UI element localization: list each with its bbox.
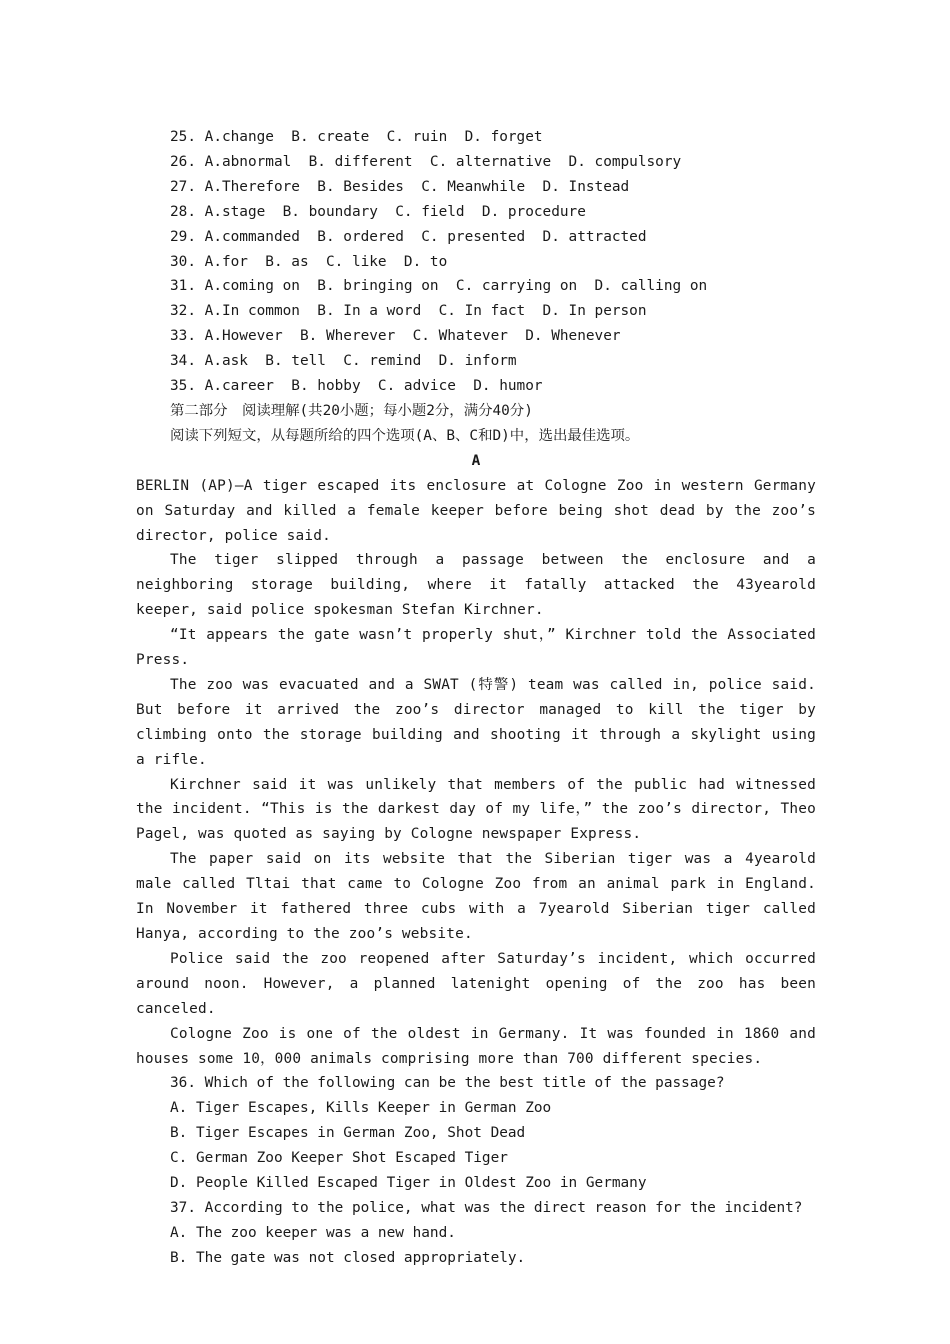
passage-paragraph: “It appears the gate wasn’t properly shut，” Kirchner told the Associated Press. [136, 627, 816, 669]
cloze-option-line: 28. A.stage B. boundary C. field D. procedure [170, 203, 586, 220]
answer-option: B. The gate was not closed appropriately. [170, 1249, 526, 1266]
question-stem: 37. According to the police, what was the direct reason for the incident? [170, 1199, 803, 1216]
section-heading: 第二部分 阅读理解(共20小题；每小题2分，满分40分) [170, 402, 533, 419]
passage-paragraph: The tiger slipped through a passage between the enclosure and a neighboring storage building, where it fatally attacked the 43yearold keeper, said police spokesman Stefan Kirchner. [136, 552, 816, 619]
passage-paragraph: The zoo was evacuated and a SWAT (特警) team was called in, police said. But before it arrived the zoo’s director managed to kill the tiger by climbing onto the storage building and shooting it through a skylight using a rifle. [136, 676, 816, 768]
exam-page [136, 125, 816, 1271]
question-36 [136, 1071, 816, 1196]
cloze-option-line: 35. A.career B. hobby C. advice D. humor [170, 378, 543, 395]
passage-paragraph: Kirchner said it was unlikely that members of the public had witnessed the incident. “This is the darkest day of my life，” the zoo’s director, Theo Pagel, was quoted as saying by Cologne newspaper Express. [136, 776, 816, 843]
answer-option: D. People Killed Escaped Tiger in Oldest Zoo in Germany [170, 1175, 647, 1192]
answer-option: A. Tiger Escapes, Kills Keeper in German Zoo [170, 1100, 552, 1117]
question-37 [136, 1196, 816, 1271]
question-stem: 36. Which of the following can be the best title of the passage? [170, 1075, 725, 1092]
cloze-option-line: 30. A.for B. as C. like D. to [170, 253, 448, 270]
passage-paragraph: Cologne Zoo is one of the oldest in Germany. It was founded in 1860 and houses some 10，000 animals comprising more than 700 different species. [136, 1025, 816, 1067]
cloze-options [136, 125, 816, 399]
cloze-option-line: 27. A.Therefore B. Besides C. Meanwhile D. Instead [170, 178, 630, 195]
cloze-option-line: 26. A.abnormal B. different C. alternative D. compulsory [170, 153, 682, 170]
cloze-option-line: 34. A.ask B. tell C. remind D. inform [170, 353, 517, 370]
cloze-option-line: 29. A.commanded B. ordered C. presented D. attracted [170, 228, 647, 245]
answer-option: C. German Zoo Keeper Shot Escaped Tiger [170, 1150, 508, 1167]
passage-paragraph: The paper said on its website that the Siberian tiger was a 4yearold male called Tltai that came to Cologne Zoo from an animal park in England. In November it fathered three cubs with a 7yearold Siberian tiger called Hanya, according to the zoo’s website. [136, 851, 816, 942]
answer-option: B. Tiger Escapes in German Zoo, Shot Dead [170, 1125, 526, 1142]
section-instruction: 阅读下列短文，从每题所给的四个选项(A、B、C和D)中，选出最佳选项。 [170, 427, 640, 444]
cloze-option-line: 25. A.change B. create C. ruin D. forget [170, 129, 543, 145]
cloze-option-line: 33. A.However B. Wherever C. Whatever D. Whenever [170, 328, 621, 345]
passage-paragraph: BERLIN (AP)—A tiger escaped its enclosure at Cologne Zoo in western Germany on Saturday and killed a female keeper before being shot dead by the zoo’s director, police said. [136, 477, 816, 544]
passage-paragraph: Police said the zoo reopened after Saturday’s incident, which occurred around noon. However, a planned latenight opening of the zoo has been canceled. [136, 950, 816, 1017]
answer-option: A. The zoo keeper was a new hand. [170, 1224, 456, 1241]
cloze-option-line: 31. A.coming on B. bringing on C. carrying on D. calling on [170, 278, 708, 295]
passage-body [136, 474, 816, 1072]
cloze-option-line: 32. A.In common B. In a word C. In fact D. In person [170, 303, 647, 320]
passage-label: A [471, 452, 481, 469]
